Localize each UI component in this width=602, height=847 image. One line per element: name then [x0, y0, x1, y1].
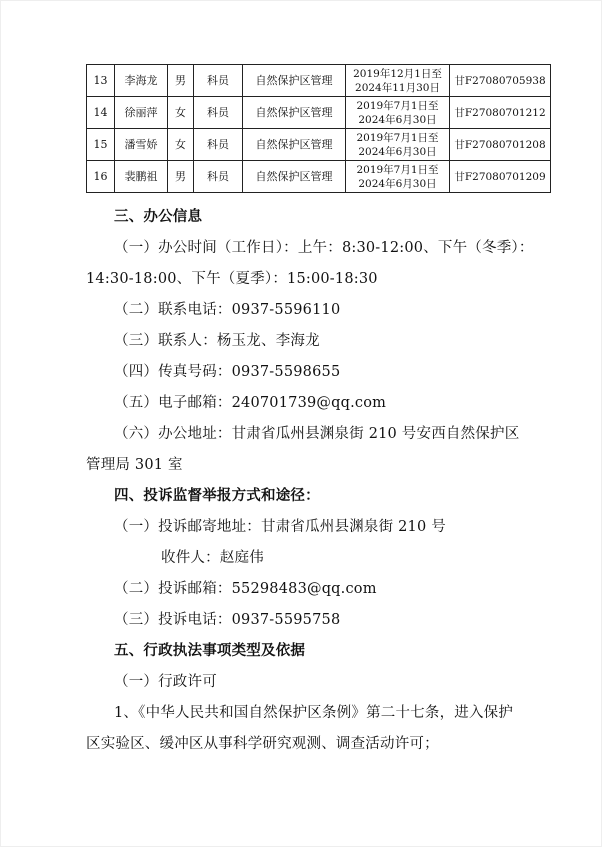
- fax-number: （四）传真号码：0937-5598655: [114, 364, 341, 380]
- certificate-number: 甘F27080701209: [450, 161, 551, 193]
- staff-position: 科员: [194, 97, 243, 129]
- office-address-line1: （六）办公地址：甘肃省瓜州县渊泉街 210 号安西自然保护区: [114, 426, 520, 442]
- staff-table: [86, 64, 551, 193]
- service-period-start: 2019年7月1日至: [356, 163, 439, 176]
- contact-email: （五）电子邮箱：240701739@qq.com: [114, 395, 387, 411]
- staff-position: 科员: [194, 161, 243, 193]
- service-period-end: 2024年11月30日: [355, 81, 440, 94]
- service-period-start: 2019年12月1日至: [353, 67, 442, 80]
- admin-license-heading: （一）行政许可: [114, 674, 217, 690]
- service-period-start: 2019年7月1日至: [356, 131, 439, 144]
- service-period-start: 2019年7月1日至: [356, 99, 439, 112]
- row-number: 14: [87, 97, 115, 129]
- service-period: [346, 97, 450, 129]
- section3-title: 三、办公信息: [114, 209, 203, 225]
- office-hours-line1: （一）办公时间（工作日）：上午：8:30-12:00、下午（冬季）：: [114, 240, 534, 256]
- staff-name: 潘雪娇: [115, 129, 168, 161]
- staff-unit: 自然保护区管理: [243, 129, 346, 161]
- staff-unit: 自然保护区管理: [243, 97, 346, 129]
- row-number: 16: [87, 161, 115, 193]
- regulation-item-line2: 区实验区、缓冲区从事科学研究观测、调查活动许可；: [86, 736, 439, 752]
- certificate-number: 甘F27080701208: [450, 129, 551, 161]
- contact-phone: （二）联系电话：0937-5596110: [114, 302, 341, 318]
- staff-name: 李海龙: [115, 65, 168, 97]
- table-row: [87, 161, 551, 193]
- certificate-number: 甘F27080705938: [450, 65, 551, 97]
- section4-title: 四、投诉监督举报方式和途径：: [114, 488, 320, 504]
- service-period-end: 2024年6月30日: [358, 113, 437, 126]
- office-address-line2: 管理局 301 室: [86, 457, 183, 473]
- staff-name: 裴鹏祖: [115, 161, 168, 193]
- staff-gender: 女: [168, 97, 194, 129]
- staff-position: 科员: [194, 65, 243, 97]
- complaint-email: （二）投诉邮箱：55298483@qq.com: [114, 581, 377, 597]
- contact-person: （三）联系人：杨玉龙、李海龙: [114, 333, 320, 349]
- service-period-end: 2024年6月30日: [358, 177, 437, 190]
- service-period: [346, 65, 450, 97]
- office-hours-line2: 14:30-18:00、下午（夏季）：15:00-18:30: [86, 271, 378, 287]
- service-period: [346, 161, 450, 193]
- table-row: [87, 129, 551, 161]
- staff-position: 科员: [194, 129, 243, 161]
- row-number: 15: [87, 129, 115, 161]
- complaint-mail-address: （一）投诉邮寄地址：甘肃省瓜州县渊泉街 210 号: [114, 519, 446, 535]
- certificate-number: 甘F27080701212: [450, 97, 551, 129]
- staff-unit: 自然保护区管理: [243, 65, 346, 97]
- regulation-item-line1: 1、《中华人民共和国自然保护区条例》第二十七条，进入保护: [114, 705, 514, 721]
- section5-title: 五、行政执法事项类型及依据: [114, 643, 306, 659]
- row-number: 13: [87, 65, 115, 97]
- staff-gender: 男: [168, 161, 194, 193]
- staff-name: 徐丽萍: [115, 97, 168, 129]
- service-period: [346, 129, 450, 161]
- staff-unit: 自然保护区管理: [243, 161, 346, 193]
- service-period-end: 2024年6月30日: [358, 145, 437, 158]
- staff-gender: 女: [168, 129, 194, 161]
- table-row: [87, 65, 551, 97]
- complaint-recipient: 收件人：赵庭伟: [161, 550, 264, 566]
- complaint-phone: （三）投诉电话：0937-5595758: [114, 612, 341, 628]
- staff-gender: 男: [168, 65, 194, 97]
- table-row: [87, 97, 551, 129]
